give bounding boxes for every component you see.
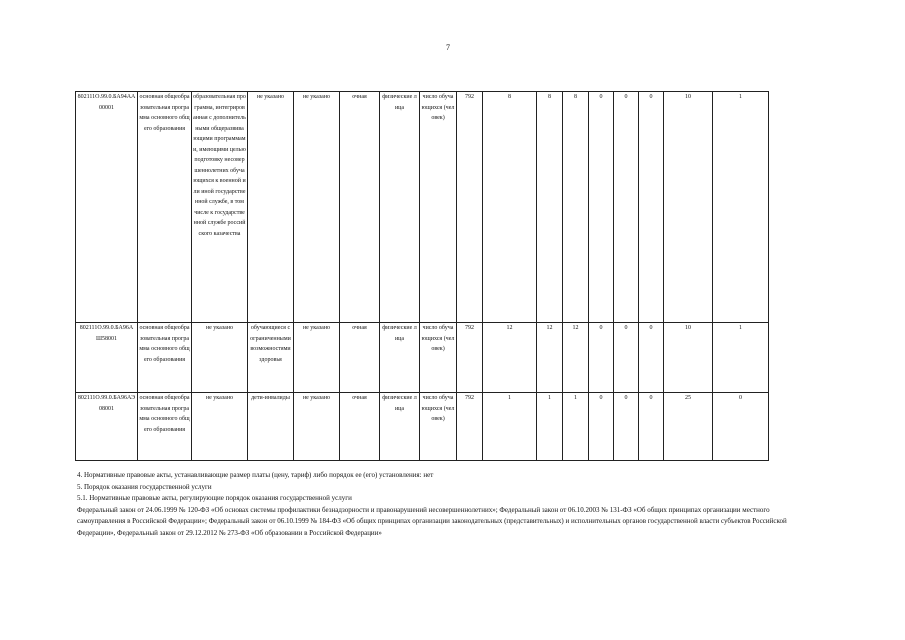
value-cell: 12	[563, 323, 589, 393]
value-cell: 0	[589, 92, 614, 323]
value-cell: 0	[589, 393, 614, 461]
program-cell: не указано	[192, 393, 248, 461]
value-cell: 0	[713, 393, 769, 461]
service-volume-table	[75, 91, 769, 461]
registry-code-cell: 802111О.99.0.БА96АШ58001	[76, 323, 138, 393]
recipients-cell: физические лица	[380, 323, 420, 393]
form-cell: очная	[340, 323, 380, 393]
value-cell: 1	[713, 92, 769, 323]
program-cell: не указано	[192, 323, 248, 393]
okei-cell: 792	[457, 92, 483, 323]
content-cell: основная общеобразовательная программа основного общего образования	[138, 92, 192, 323]
value-cell: 25	[664, 393, 713, 461]
place-cell: не указано	[294, 323, 340, 393]
category-cell: дети-инвалиды	[248, 393, 294, 461]
note-laws-list: Федеральный закон от 24.06.1999 № 120-ФЗ «Об основах системы профилактики безнадзорности и правонарушений несовершеннолетних»; Федеральный закон от 06.10.2003 № 131-ФЗ «Об общих принципах организации местного самоуправления в Российской Федерации»; Федеральный закон от 06.10.1999 № 184-ФЗ «Об общих принципах организации законодательных (представительных) и исполнительных органов государственной власти субъектов Российской Федерации», Федеральный закон от 29.12.2012 № 273-ФЗ «Об образовании в Российской Федерации»	[77, 505, 787, 537]
value-cell: 0	[639, 92, 664, 323]
place-cell: не указано	[294, 92, 340, 323]
value-cell: 10	[664, 92, 713, 323]
unit-cell: число обучающихся (человек)	[420, 323, 457, 393]
value-cell: 1	[537, 393, 563, 461]
value-cell: 0	[614, 393, 639, 461]
table-row	[76, 92, 769, 323]
place-cell: не указано	[294, 393, 340, 461]
page-number: 7	[446, 43, 450, 52]
unit-cell: число обучающихся (человек)	[420, 393, 457, 461]
registry-code-cell: 802111О.99.0.БА94АА00001	[76, 92, 138, 323]
table-row	[76, 393, 769, 461]
value-cell: 10	[664, 323, 713, 393]
value-cell: 0	[614, 323, 639, 393]
value-cell: 1	[563, 393, 589, 461]
category-cell: не указано	[248, 92, 294, 323]
note-service-order: 5. Порядок оказания государственной услуги	[77, 482, 212, 491]
value-cell: 12	[483, 323, 537, 393]
okei-cell: 792	[457, 393, 483, 461]
recipients-cell: физические лица	[380, 92, 420, 323]
note-regulating-acts: 5.1. Нормативные правовые акты, регулирующие порядок оказания государственной услуги	[77, 494, 352, 502]
content-cell: основная общеобразовательная программа основного общего образования	[138, 323, 192, 393]
value-cell: 8	[563, 92, 589, 323]
value-cell: 1	[483, 393, 537, 461]
program-cell: образовательная программа, интегрированная с дополнительными общеразвивающими программами, имеющими целью подготовку несовершеннолетних обучающихся к военной или иной государственной службе, в том числе к государственной службе российского казачества	[192, 92, 248, 323]
content-cell: основная общеобразовательная программа основного общего образования	[138, 393, 192, 461]
value-cell: 1	[713, 323, 769, 393]
value-cell: 8	[483, 92, 537, 323]
value-cell: 0	[589, 323, 614, 393]
category-cell: обучающиеся с ограниченными возможностями здоровья	[248, 323, 294, 393]
note-payment-acts: 4. Нормативные правовые акты, устанавливающие размер платы (цену, тариф) либо порядок ее (его) установления: нет	[77, 471, 434, 479]
value-cell: 0	[614, 92, 639, 323]
value-cell: 12	[537, 323, 563, 393]
table-row	[76, 323, 769, 393]
form-cell: очная	[340, 393, 380, 461]
registry-code-cell: 802111О.99.0.БА96АЭ08001	[76, 393, 138, 461]
form-cell: очная	[340, 92, 380, 323]
value-cell: 0	[639, 393, 664, 461]
value-cell: 0	[639, 323, 664, 393]
value-cell: 8	[537, 92, 563, 323]
recipients-cell: физические лица	[380, 393, 420, 461]
unit-cell: число обучающихся (человек)	[420, 92, 457, 323]
okei-cell: 792	[457, 323, 483, 393]
notes-section	[77, 470, 797, 539]
